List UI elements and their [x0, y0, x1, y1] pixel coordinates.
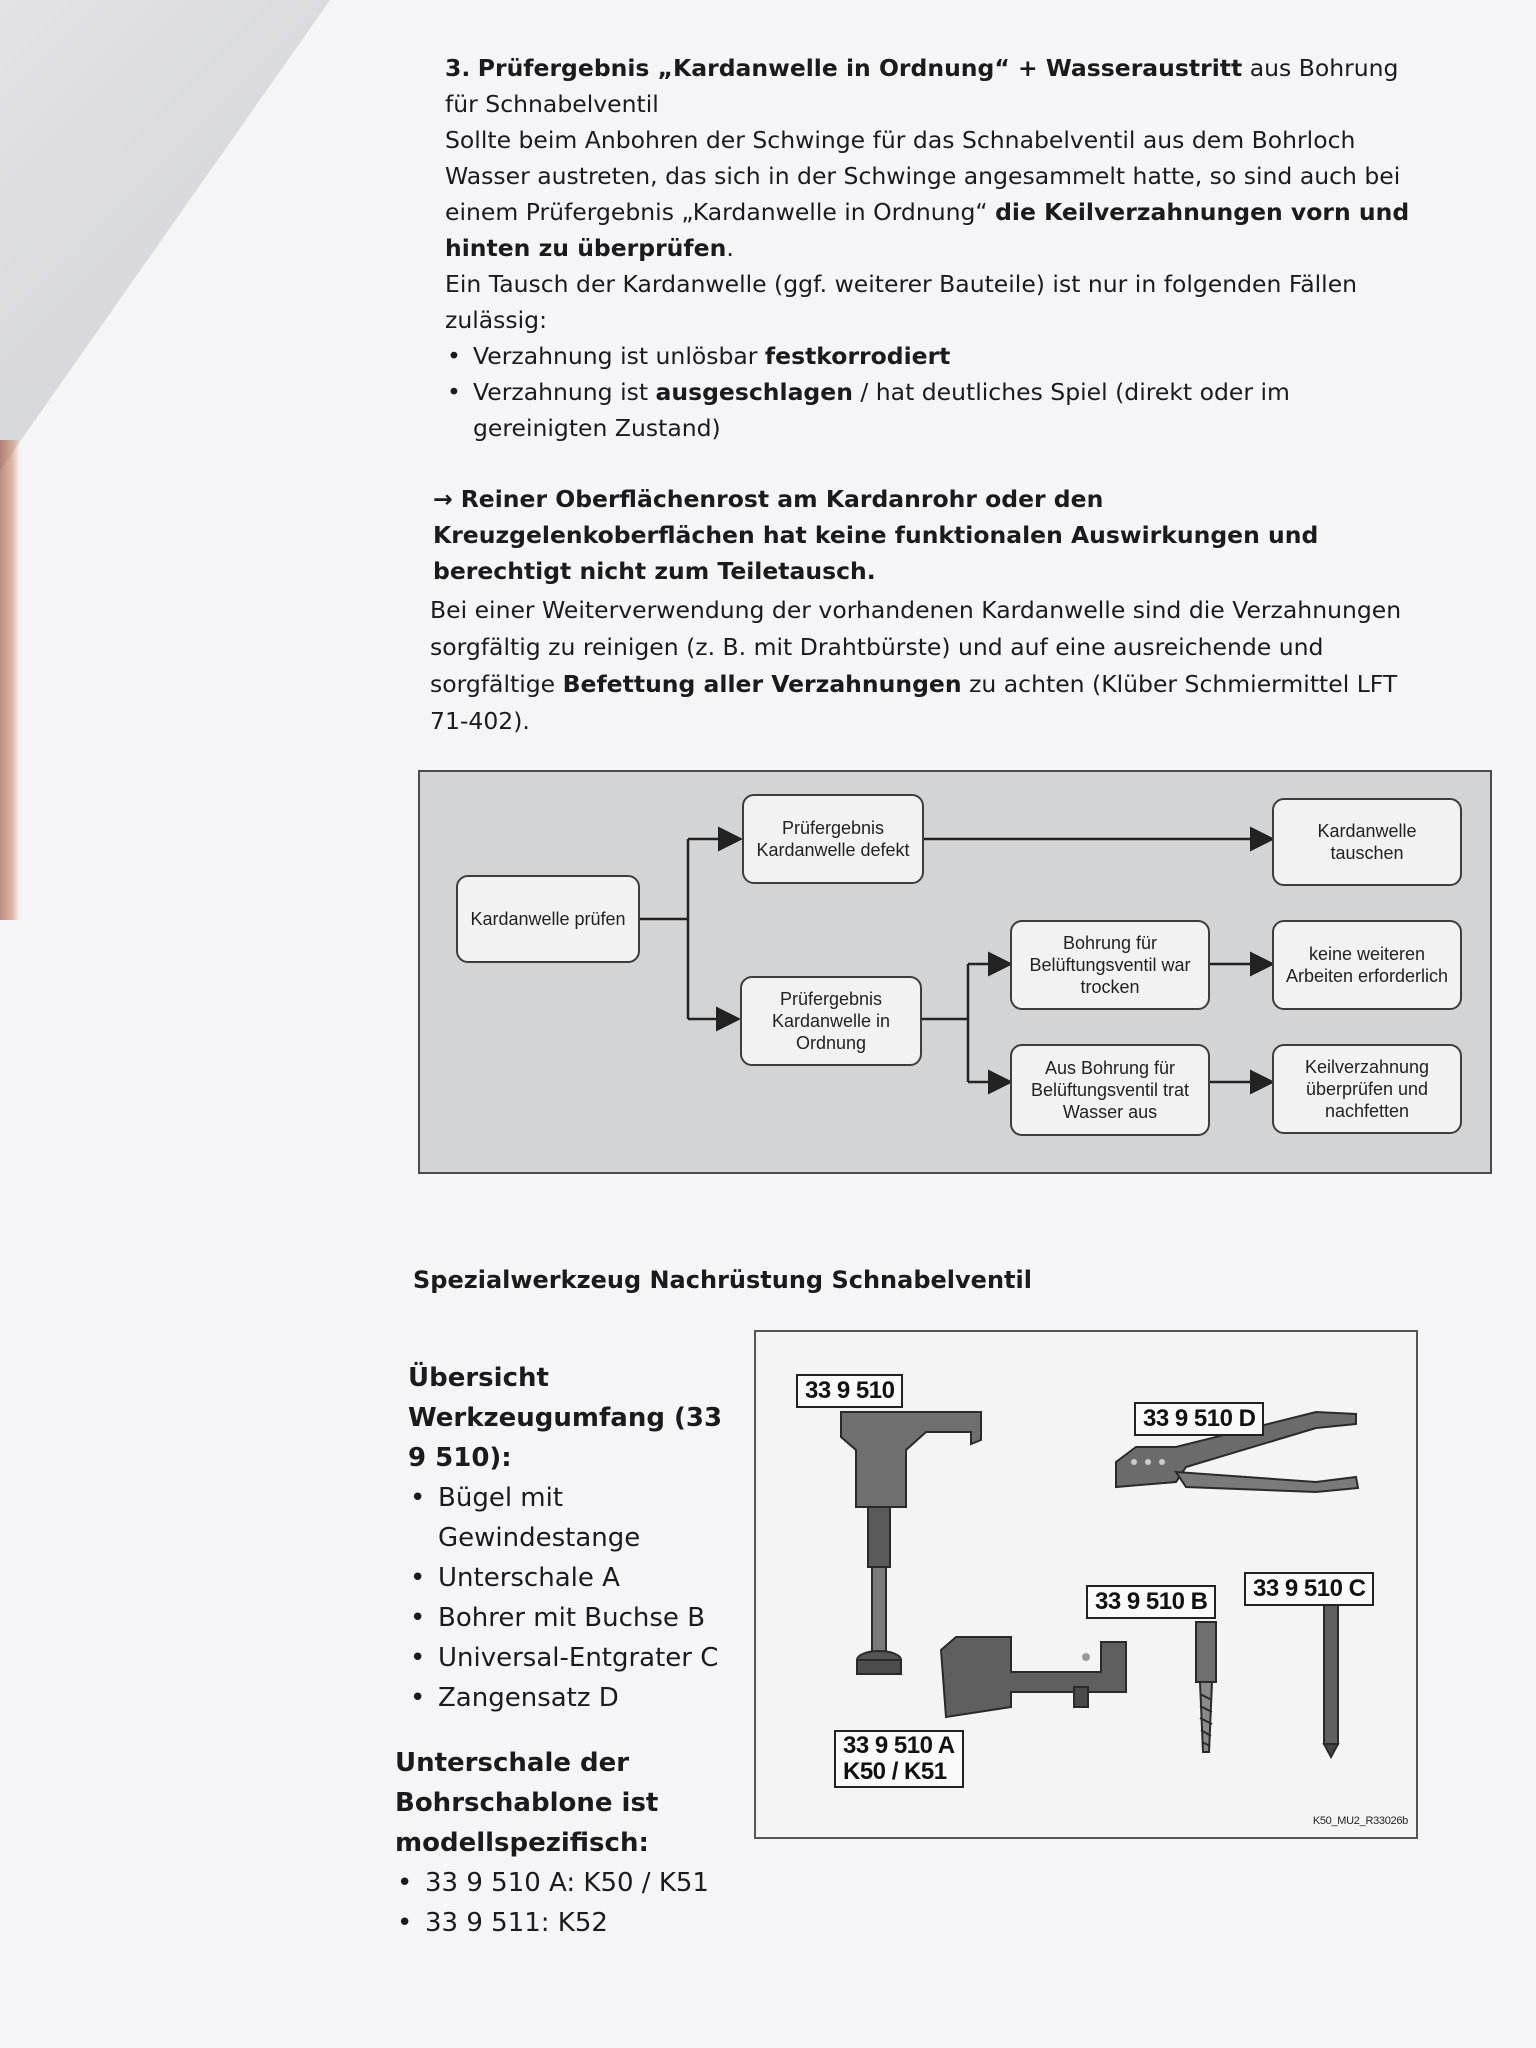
figure-reference: K50_MU2_R33026b [1312, 1815, 1408, 1827]
reuse-end: zu achten (Klüber Schmiermittel LFT 71-402). [430, 670, 1398, 735]
bullet-text: / hat deutliches Spiel (direkt oder im gereinigten Zustand) [473, 378, 1290, 442]
p1-bold: die Keilverzahnungen vorn und hinten zu überprüfen [445, 198, 1410, 262]
label-tool-kit: 33 9 510 [796, 1374, 903, 1408]
bullet-bold: ausgeschlagen [655, 378, 853, 406]
heading-rest: aus Bohrung für Schnabelventil [445, 54, 1399, 118]
section-3-paragraph-2: Ein Tausch der Kardanwelle (ggf. weiterer Bauteile) ist nur in folgenden Fällen zulässig: [445, 270, 1358, 334]
list-item: • Universal-Entgrater C [408, 1638, 748, 1678]
list-item: • 33 9 511: K52 [395, 1903, 775, 1943]
node-dry-hole: Bohrung für Belüftungsventil war trocken [1010, 920, 1210, 1010]
deburrer-c-image [1324, 1602, 1338, 1757]
list-item: • Bohrer mit Buchse B [408, 1598, 748, 1638]
condition-list [445, 338, 1425, 446]
rust-note [433, 481, 1413, 589]
section-3-heading [445, 50, 1425, 122]
list-item: • Zangensatz D [408, 1678, 748, 1718]
tool-overview [408, 1358, 748, 1718]
model-items [395, 1863, 775, 1943]
heading-bold: Prüfergebnis „Kardanwelle in Ordnung“ + Wasseraustritt [477, 54, 1243, 82]
list-item [445, 338, 1425, 374]
label-a-line-1: 33 9 510 A [843, 1732, 955, 1759]
label-tool-a [834, 1730, 964, 1788]
p1-end: . [726, 234, 734, 262]
bullet-bold: festkorrodiert [764, 342, 951, 370]
model-heading: Unterschale der Bohrschablone ist modellspezifisch: [395, 1748, 659, 1858]
list-item [445, 374, 1425, 446]
node-check-shaft: Kardanwelle prüfen [456, 875, 640, 963]
note-text: Reiner Oberflächenrost am Kardanrohr oder den Kreuzgelenkoberflächen hat keine funktionalen Auswirkungen und berechtigt nicht zum Teiletausch. [433, 485, 1319, 585]
node-check-spline: Keilverzahnung überprüfen und nachfetten [1272, 1044, 1462, 1134]
section-3-paragraph-1 [445, 122, 1425, 266]
bracket-tool-image [841, 1412, 981, 1674]
overview-heading: Übersicht Werkzeugumfang (33 9 510): [408, 1363, 723, 1473]
reuse-bold: Befettung aller Verzahnungen [562, 670, 962, 698]
heading-number: 3. [445, 54, 471, 82]
section-3 [445, 50, 1425, 446]
list-item: • Bügel mit Gewindestange [408, 1478, 748, 1558]
label-a-line-2: K50 / K51 [843, 1758, 947, 1785]
reuse-text: Bei einer Weiterverwendung der vorhandenen Kardanwelle sind die Verzahnungen sorgfältig zu reinigen (z. B. mit Drahtbürste) und auf eine ausreichende und sorgfältige [430, 596, 1402, 698]
flowchart [418, 770, 1492, 1174]
bullet-text: Verzahnung ist [473, 378, 656, 406]
tool-figure [754, 1330, 1418, 1839]
label-tool-b: 33 9 510 B [1086, 1585, 1216, 1619]
list-item: • 33 9 510 A: K50 / K51 [395, 1863, 775, 1903]
arrow-right-icon: → [433, 485, 453, 513]
tool-items [408, 1478, 748, 1718]
under-shell-a-image [941, 1637, 1126, 1717]
node-result-ok: Prüfergebnis Kardanwelle in Ordnung [740, 976, 922, 1066]
model-specific [395, 1743, 775, 1943]
label-tool-c: 33 9 510 C [1244, 1572, 1374, 1606]
node-result-defect: Prüfergebnis Kardanwelle defekt [742, 794, 924, 884]
node-no-further-work: keine weiteren Arbeiten erforderlich [1272, 920, 1462, 1010]
label-tool-d: 33 9 510 D [1134, 1402, 1264, 1436]
node-replace-shaft: Kardanwelle tauschen [1272, 798, 1462, 886]
reuse-paragraph [430, 592, 1410, 740]
desk-edge [0, 440, 20, 920]
tool-section-title: Spezialwerkzeug Nachrüstung Schnabelventil [413, 1266, 1032, 1294]
bullet-text: Verzahnung ist unlösbar [473, 342, 765, 370]
list-item: • Unterschale A [408, 1558, 748, 1598]
node-water-exit: Aus Bohrung für Belüftungsventil trat Wasser aus [1010, 1044, 1210, 1136]
p1-text: Sollte beim Anbohren der Schwinge für das Schnabelventil aus dem Bohrloch Wasser austreten, das sich in der Schwinge angesammelt hatte, so sind auch bei einem Prüfergebnis „Kardanwelle in Ordnung“ [445, 126, 1401, 226]
drill-b-image [1196, 1622, 1216, 1752]
